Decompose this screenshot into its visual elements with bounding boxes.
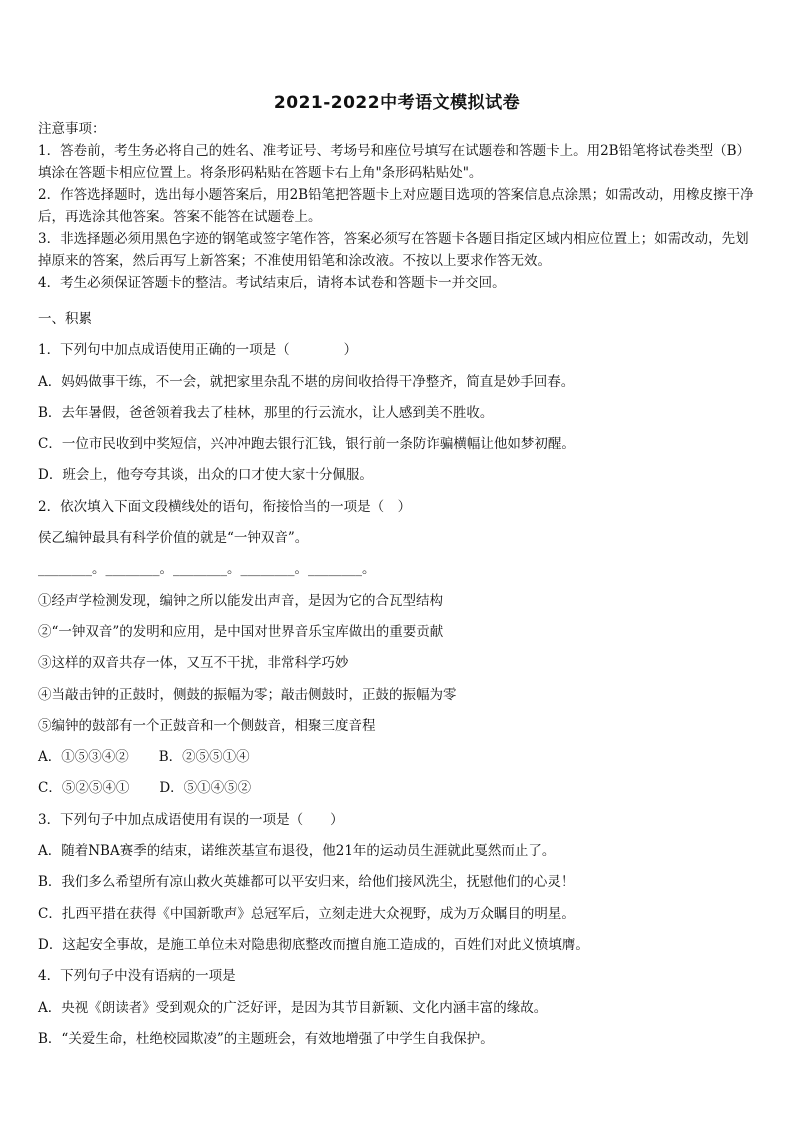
- question-1-stem: 1．下列句中加点成语使用正确的一项是（ ）: [38, 342, 358, 359]
- question-2-sentence: ①经声学检测发现，编钟之所以能发出声音，是因为它的合瓦型结构: [38, 592, 443, 609]
- question-2-option-b: B．②⑤⑤①④: [158, 749, 250, 766]
- notice-item: 2．作答选择题时，选出每小题答案后，用2B铅笔把答题卡上对应题目选项的答案信息点涂黑；如需改动，用橡皮擦干净后，再选涂其他答案。答案不能答在试题卷上。: [38, 187, 754, 225]
- question-2-sentence: ③这样的双音共存一体，又互不干扰，非常科学巧妙: [38, 655, 349, 672]
- question-2-intro: 侯乙编钟最具有科学价值的就是“一钟双音”。: [38, 530, 309, 547]
- question-2-option-c: C．⑤②⑤④①: [38, 780, 130, 797]
- question-2-blanks: ________。________。________。________。________。: [38, 561, 376, 578]
- notice-item: 1．答卷前，考生务必将自己的姓名、准考证号、考场号和座位号填写在试题卷和答题卡上。用2B铅笔将试卷类型（B）填涂在答题卡相应位置上。将条形码粘贴在答题卡右上角"条形码粘贴处"。: [38, 143, 751, 181]
- question-2-sentence: ②“一钟双音”的发明和应用，是中国对世界音乐宝库做出的重要贡献: [38, 623, 444, 640]
- question-3-option-b: B．我们多么希望所有凉山救火英雄都可以平安归来，给他们接风洗尘，抚慰他们的心灵！: [38, 874, 575, 891]
- question-1-option-b: B．去年暑假，爸爸领着我去了桂林，那里的行云流水，让人感到美不胜收。: [38, 404, 494, 421]
- question-3-option-a: A．随着NBA赛季的结束，诺维茨基宣布退役，他21年的运动员生涯就此戛然而止了。: [38, 843, 556, 860]
- question-2-option-a: A．①⑤③④②: [38, 749, 129, 766]
- question-1-option-c: C．一位市民收到中奖短信，兴冲冲跑去银行汇钱，银行前一条防诈骗横幅让他如梦初醒。: [38, 436, 575, 453]
- notice-block: [38, 118, 762, 294]
- section-heading: 一、积累: [38, 311, 92, 327]
- question-2-sentence: ④当敲击钟的正鼓时，侧鼓的振幅为零；敲击侧鼓时，正鼓的振幅为零: [38, 686, 457, 703]
- page-title: 2021-2022中考语文模拟试卷: [273, 93, 521, 113]
- question-4-option-a: A．央视《朗读者》受到观众的广泛好评，是因为其节目新颖、文化内涵丰富的缘故。: [38, 999, 548, 1016]
- notice-item: 3．非选择题必须用黑色字迹的钢笔或签字笔作答，答案必须写在答题卡各题目指定区域内相应位置上；如需改动，先划掉原来的答案，然后再写上新答案；不准使用铅笔和涂改液。不按以上要求作答无效。: [38, 231, 749, 269]
- question-2-options-row: [38, 773, 762, 804]
- question-2-options-row: [38, 742, 762, 773]
- notice-item: 4．考生必须保证答题卡的整洁。考试结束后，请将本试卷和答题卡一并交回。: [38, 275, 506, 291]
- notice-heading: 注意事项：: [38, 121, 106, 137]
- question-1-option-a: A．妈妈做事干练，不一会，就把家里杂乱不堪的房间收拾得干净整齐，简直是妙手回春。: [38, 373, 575, 390]
- question-2-stem: 2．依次填入下面文段横线处的语句，衔接恰当的一项是（ ）: [38, 498, 412, 515]
- question-2-option-d: D．⑤①④⑤②: [159, 780, 252, 797]
- question-3-option-c: C．扎西平措在获得《中国新歌声》总冠军后，立刻走进大众视野，成为万众瞩目的明星。: [38, 905, 575, 922]
- questions-body: [38, 304, 762, 1055]
- question-3-option-d: D．这起安全事故，是施工单位未对隐患彻底整改而擅自施工造成的，百姓们对此义愤填膺。: [38, 936, 589, 953]
- question-4-option-b: B．“关爱生命，杜绝校园欺凌”的主题班会，有效地增强了中学生自我保护。: [38, 1030, 494, 1047]
- question-1-option-d: D．班会上，他夸夸其谈，出众的口才使大家十分佩服。: [38, 467, 373, 484]
- question-3-stem: 3．下列句子中加点成语使用有误的一项是（ ）: [38, 811, 344, 828]
- question-4-stem: 4．下列句子中没有语病的一项是: [38, 968, 236, 985]
- question-2-sentence: ⑤编钟的鼓部有一个正鼓音和一个侧鼓音，相聚三度音程: [38, 717, 376, 734]
